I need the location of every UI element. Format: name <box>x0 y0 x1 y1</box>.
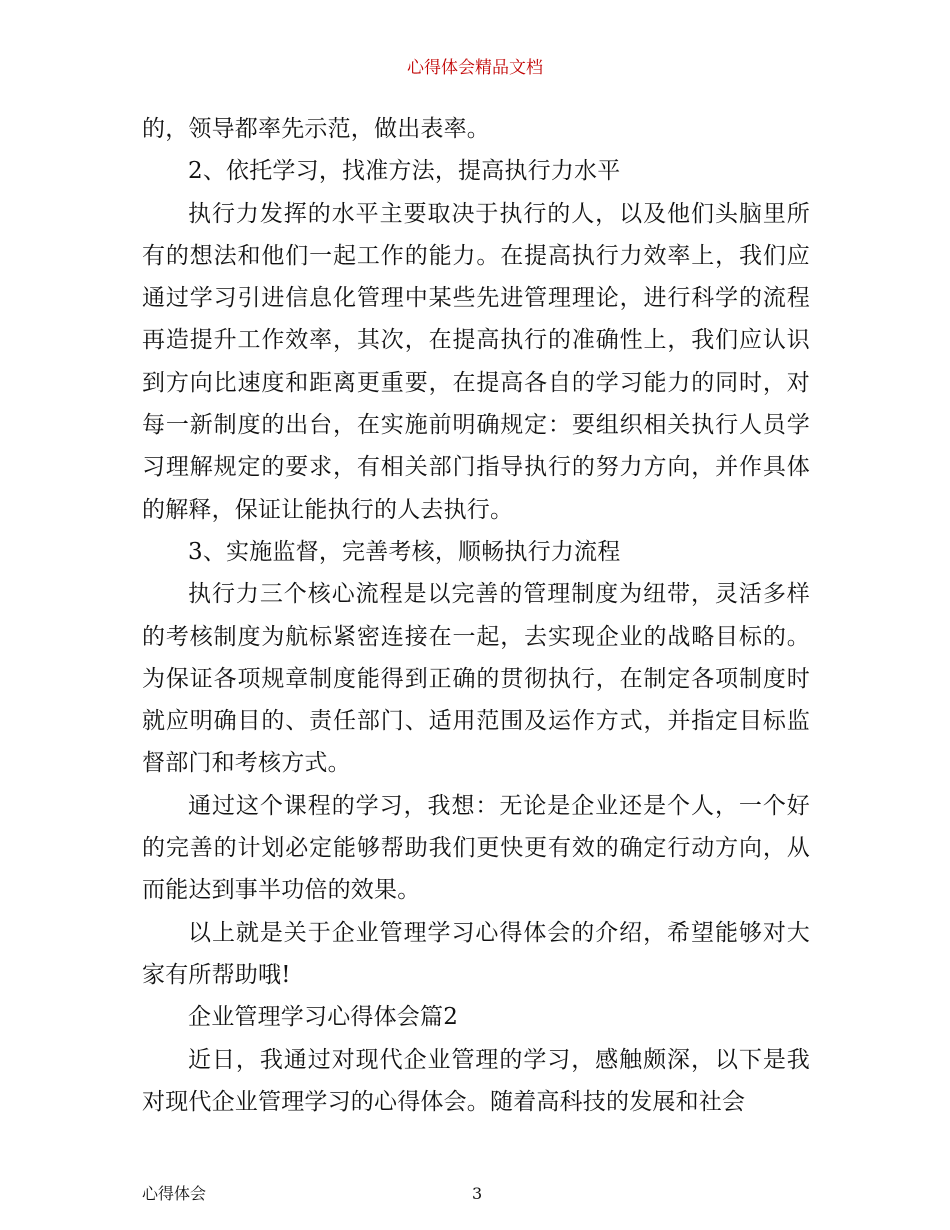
section-heading-3: 3、实施监督，完善考核，顺畅执行力流程 <box>188 538 621 565</box>
footer-label: 心得体会 <box>142 1184 207 1203</box>
page-header-title: 心得体会精品文档 <box>407 58 543 78</box>
section-heading-2: 2、依托学习，找准方法，提高执行力水平 <box>188 158 621 185</box>
article-subtitle: 企业管理学习心得体会篇2 <box>188 1004 459 1031</box>
paragraph-closing: 以上就是关于企业管理学习心得体会的介绍，希望能够对大家有所帮助哦! <box>142 919 810 988</box>
paragraph-continuation: 的，领导都率先示范，做出表率。 <box>142 116 490 142</box>
document-body <box>142 108 810 1123</box>
paragraph-execution-level: 执行力发挥的水平主要取决于执行的人，以及他们头脑里所有的想法和他们一起工作的能力。在提高执行力效率上，我们应通过学习引进信息化管理中某些先进管理理论，进行科学的流程再造提升工作效率，其次，在提高执行的准确性上，我们应认识到方向比速度和距离更重要，在提高各自的学习能力的同时，对每一新制度的出台，在实施前明确规定：要组织相关执行人员学习理解规定的要求，有相关部门指导执行的努力方向，并作具体的解释，保证让能执行的人去执行。 <box>142 200 810 523</box>
page-number: 3 <box>472 1184 483 1203</box>
paragraph-intro-part2: 近日，我通过对现代企业管理的学习，感触颇深，以下是我对现代企业管理学习的心得体会。随着高科技的发展和社会 <box>142 1046 810 1115</box>
paragraph-course-reflection: 通过这个课程的学习，我想：无论是企业还是个人，一个好的完善的计划必定能够帮助我们更快更有效的确定行动方向，从而能达到事半功倍的效果。 <box>142 792 810 904</box>
paragraph-core-process: 执行力三个核心流程是以完善的管理制度为纽带，灵活多样的考核制度为航标紧密连接在一起，去实现企业的战略目标的。为保证各项规章制度能得到正确的贯彻执行，在制定各项制度时就应明确目的、责任部门、适用范围及运作方式，并指定目标监督部门和考核方式。 <box>142 581 810 777</box>
